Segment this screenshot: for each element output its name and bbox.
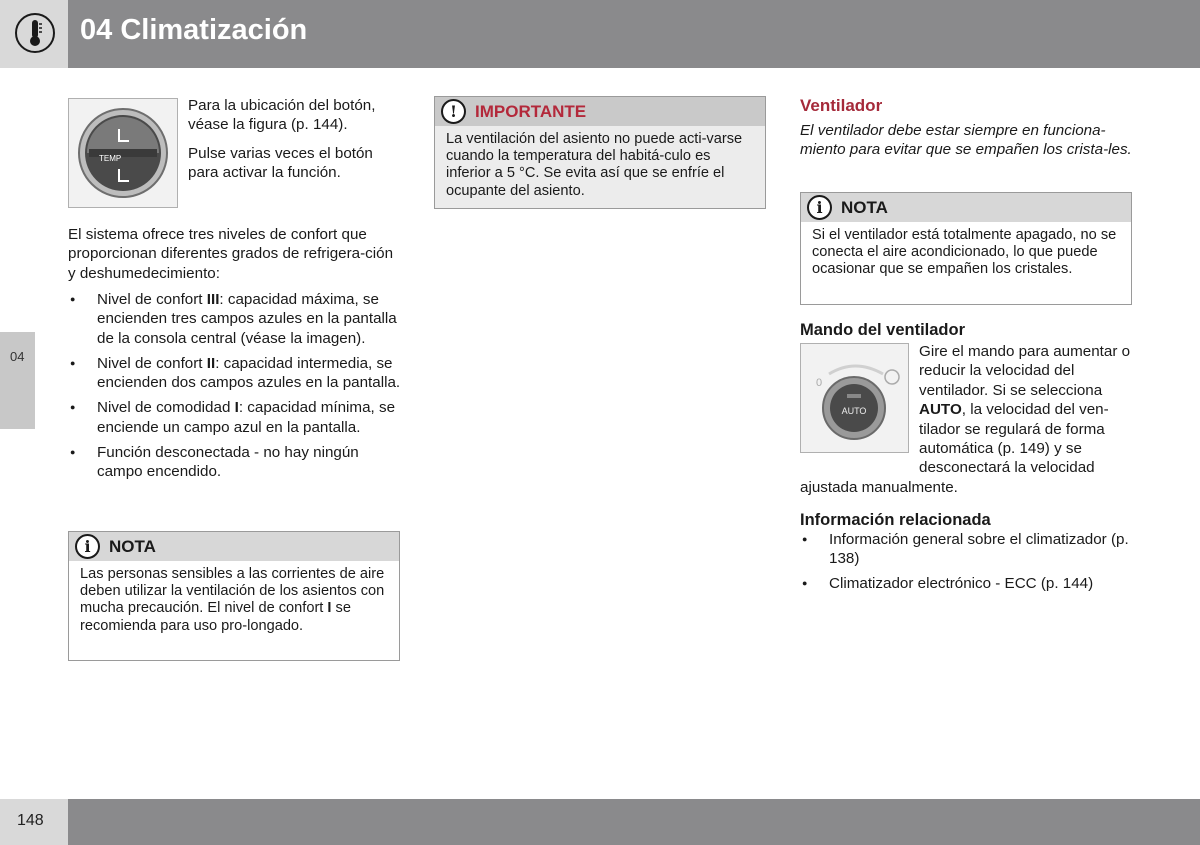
list-item: ● Nivel de comodidad I: capacidad mínima, se enciende un campo azul en la pantalla. — [68, 398, 403, 437]
list-item: ● Nivel de confort II: capacidad intermedia, se encienden dos campos azules en la pantalla. — [68, 354, 403, 393]
page-number-tab — [0, 799, 68, 845]
chapter-header — [0, 0, 1200, 68]
importante-body: La ventilación del asiento no puede acti-varse cuando la temperatura del habitá-culo es inferior a 5 °C. Se evita así que se enfríe el ocupante del asiento. — [446, 131, 743, 199]
nota-body: Las personas sensibles a las corrientes de aire deben utilizar la ventilación de los asientos con mucha precaución. El nivel de confort I se recomienda para uso pro-longado. — [80, 566, 385, 634]
list-item: ● Función desconectada - no hay ningún campo encendido. — [68, 443, 403, 482]
thermometer-icon — [15, 13, 55, 53]
seat-button-description — [188, 96, 403, 183]
page-number: 148 — [17, 812, 44, 829]
list-item[interactable]: ● Información general sobre el climatizador (p. 138) — [800, 530, 1140, 569]
fan-image-auto-label: AUTO — [841, 406, 867, 416]
ventilador-heading: Ventilador — [800, 96, 883, 115]
location-paragraph: Para la ubicación del botón, véase la figura (p. 144). — [188, 97, 376, 134]
fan-image-zero-label: 0 — [816, 377, 823, 389]
fan-control-knob-image — [800, 343, 909, 453]
seat-image-temp-label: TEMP — [99, 154, 122, 163]
chapter-side-tab — [0, 332, 35, 429]
importante-box — [434, 96, 766, 209]
nota-title: NOTA — [841, 198, 888, 217]
seat-ventilation-button-image — [68, 98, 178, 208]
warning-icon: ! — [441, 99, 466, 124]
nota-title: NOTA — [109, 537, 156, 556]
info-icon: i — [75, 534, 100, 559]
nota-box-fan — [800, 192, 1132, 305]
page-footer — [0, 799, 1200, 845]
related-info-list — [800, 530, 1140, 599]
side-tab-label: 04 — [10, 349, 25, 364]
ventilador-intro: El ventilador debe estar siempre en funciona-miento para evitar que se empañen los crista-les. — [800, 122, 1132, 159]
fan-control-description-tail: ajustada manualmente. — [800, 479, 958, 496]
comfort-levels-intro: El sistema ofrece tres niveles de confort que proporcionan diferentes grados de refrigera-ción y deshumedecimiento: — [68, 226, 394, 282]
chapter-title: 04 Climatización — [80, 14, 308, 46]
nota-box-seat — [68, 531, 400, 661]
info-icon: i — [807, 195, 832, 220]
mando-heading: Mando del ventilador — [800, 321, 966, 339]
list-item: ● Nivel de confort III: capacidad máxima, se encienden tres campos azules en la pantalla de la consola central (véase la imagen). — [68, 290, 403, 348]
comfort-levels-list — [68, 290, 403, 487]
list-item[interactable]: ● Climatizador electrónico - ECC (p. 144) — [800, 574, 1140, 593]
fan-control-description: Gire el mando para aumentar o reducir la velocidad del ventilador. Si se selecciona AUTO, la velocidad del ven-tilador se regulará de forma automática (p. 149) y se desconectará la velocidad — [919, 343, 1131, 477]
nota-header — [69, 532, 399, 561]
nota-header — [801, 193, 1131, 222]
fan-icon — [885, 370, 899, 384]
nota-body: Si el ventilador está totalmente apagado, no se conecta el aire acondicionado, lo que puede ocasionar que se empañen los cristales. — [812, 227, 1117, 278]
chapter-icon-tab — [0, 0, 68, 68]
importante-header — [435, 97, 765, 126]
related-info-heading: Información relacionada — [800, 511, 991, 529]
importante-title: IMPORTANTE — [475, 102, 587, 121]
activation-paragraph: Pulse varias veces el botón para activar la función. — [188, 144, 373, 182]
